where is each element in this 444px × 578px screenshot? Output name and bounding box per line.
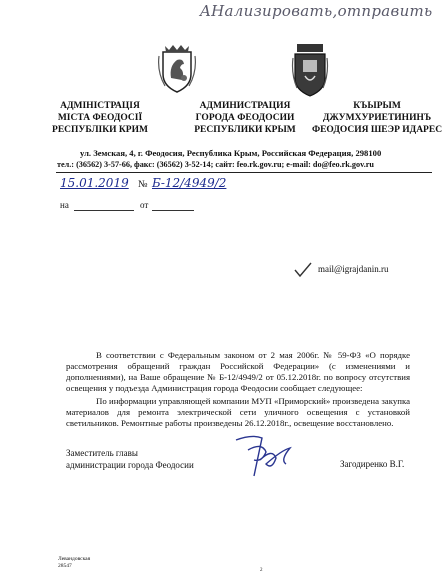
check-mark-icon — [293, 262, 313, 278]
body-paragraph-1: В соответствии с Федеральным законом от 2 мая 2006г. № 59-ФЗ «О порядке рассмотрения обращений граждан Российской Федерации» (с изменениями и дополнениями), на Ваше обращение № Б-12/4949/2 от 05.12.2018г. по вопросу отсутствия освещения у подъезда Администрация города Феодосии сообщает следующее: — [66, 350, 410, 393]
ref-na-label: на — [60, 200, 69, 210]
ref-date-line — [152, 210, 194, 211]
page-mark: 2 — [260, 568, 263, 573]
header-crh: КЪЫРЫМ ДЖУМХУРИЕТИНИНЪ ФЕОДОСИЯ ШЕЭР ИДАРЕС — [311, 101, 443, 135]
address-line-1: ул. Земская, 4, г. Феодосия, Республика Крым, Российская Федерация, 298100 — [80, 148, 382, 158]
signer-name: Загодиренко В.Г. — [340, 459, 405, 469]
header-ua: АДМІНІСТРАЦІЯ МІСТА ФЕОДОСІЇ РЕСПУБЛІКИ КРИМ — [52, 101, 148, 135]
signer-position: Заместитель главы администрации города Феодосии — [66, 448, 194, 470]
header-divider — [56, 172, 432, 173]
reg-no-label: № — [138, 179, 148, 190]
handwritten-resolution: AНaлизировать,отправить — [200, 2, 433, 20]
header-ru: АДМИНИСТРАЦИЯ ГОРОДА ФЕОДОСИИ РЕСПУБЛИКИ КРЫМ — [194, 101, 296, 135]
feodosia-coat-of-arms-icon — [291, 42, 329, 98]
executor-info: Левандовская 28547 — [58, 556, 91, 569]
handwritten-signature — [232, 430, 294, 482]
address-line-2: тел.: (36562) 3-57-66, факс: (36562) 3-52-14; сайт: feo.rk.gov.ru; e-mail: do@feo.rk.gov.ru — [57, 160, 374, 169]
reg-date: 15.01.2019 — [60, 176, 129, 190]
recipient-email: mail@igrajdanin.ru — [318, 264, 389, 274]
crimea-coat-of-arms-icon — [157, 42, 197, 94]
reg-number: Б-12/4949/2 — [152, 176, 227, 190]
ref-number-line — [74, 210, 134, 211]
body-paragraph-2: По информации управляющей компании МУП «Приморский» произведена закупка материалов для ремонта электрической сети уличного освещения с установкой светильников. Ремонтные работы произведены 26.12.2018г., освещение восстановлено. — [66, 396, 410, 428]
ref-ot-label: от — [140, 200, 149, 210]
